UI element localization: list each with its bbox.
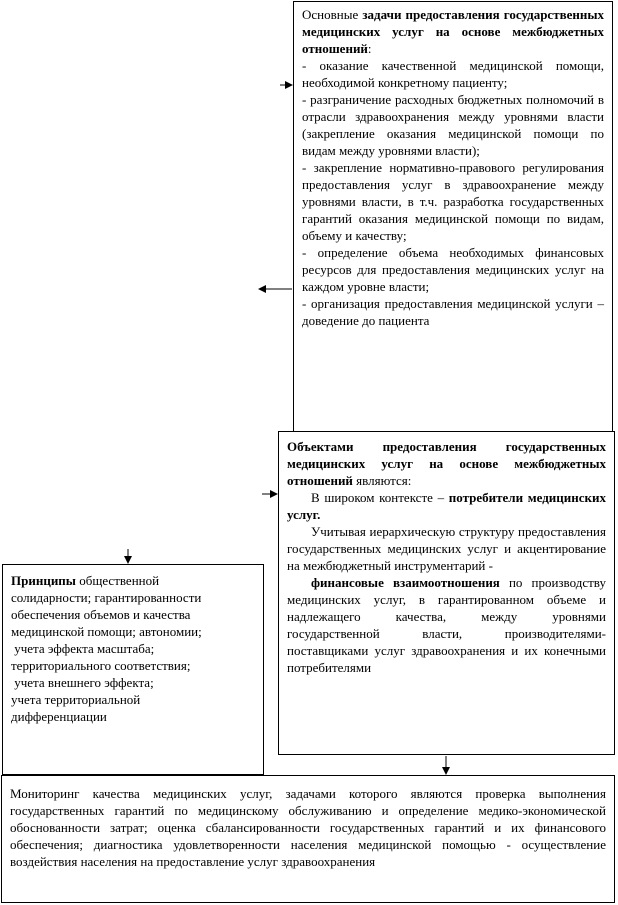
principles-line: Принципы общественной	[11, 573, 160, 588]
principles-line: территориального соответствия;	[11, 658, 191, 673]
objects-paragraph: В широком контексте – потребители медицинских услуг.	[287, 490, 606, 522]
principles-line: дифференциации	[11, 709, 107, 724]
principles-line: учета территориальной	[11, 692, 141, 707]
principles-line: медицинской помощи; автономии;	[11, 624, 202, 639]
tasks-item: - организация предоставления медицинской услуги – доведение до пациента	[302, 296, 604, 328]
objects-title: Объектами предоставления государственных медицинских услуг на основе межбюджетных отношений являются:	[287, 439, 606, 488]
tasks-title: Основные задачи предоставления государственных медицинских услуг на основе межбюджетных отношений:	[302, 7, 605, 56]
tasks-item: - разграничение расходных бюджетных полномочий в отрасли здравоохранения между уровнями власти (закрепление оказания медицинской помощи по видам между уровнями власти);	[302, 92, 604, 158]
principles-line: обеспечения объемов и качества	[11, 607, 191, 622]
objects-title-bold: Объектами предоставления государственных медицинских услуг на основе межбюджетных отношений	[287, 439, 606, 488]
principles-title: Принципы	[11, 573, 76, 588]
principles-line: учета внешнего эффекта;	[11, 675, 154, 690]
tasks-item: - закрепление нормативно-правового регулирования предоставления услуг в здравоохранение между уровнями власти, в т.ч. разработка государственных гарантий оказания медицинской помощи по видам, объему и качеству;	[302, 160, 604, 243]
principles-line: учета эффекта масштаба;	[11, 641, 155, 656]
tasks-title-bold: задачи предоставления государственных медицинских услуг на основе межбюджетных отношений	[302, 7, 605, 56]
tasks-item: - определение объема необходимых финансовых ресурсов для предоставления медицинских услуг на каждом уровне власти;	[302, 245, 604, 294]
principles-line: солидарности; гарантированности	[11, 590, 202, 605]
monitoring-text: Мониторинг качества медицинских услуг, задачами которого являются проверка выполнения государственных гарантий по медицинскому обслуживанию и определение медико-экономической обоснованности затрат; оценка сбалансированности государственных гарантий и их финансового обеспечения; диагностика удовлетворенности населения медицинской помощью - осуществление воздействия населения на предоставление услуг здравоохранения	[10, 786, 606, 869]
objects-paragraph: Учитывая иерархическую структуру предоставления государственных медицинских услуг и акцентирование на межбюджетный инструментарий -	[287, 524, 606, 573]
tasks-item: - оказание качественной медицинской помощи, необходимой конкретному пациенту;	[302, 58, 604, 90]
objects-paragraph: финансовые взаимоотношения по производству медицинских услуг, в гарантированном объеме и надлежащего качества, между уровнями государственной власти, производителями-поставщиками услуг здравоохранения и их конечными потребителями	[287, 575, 606, 675]
